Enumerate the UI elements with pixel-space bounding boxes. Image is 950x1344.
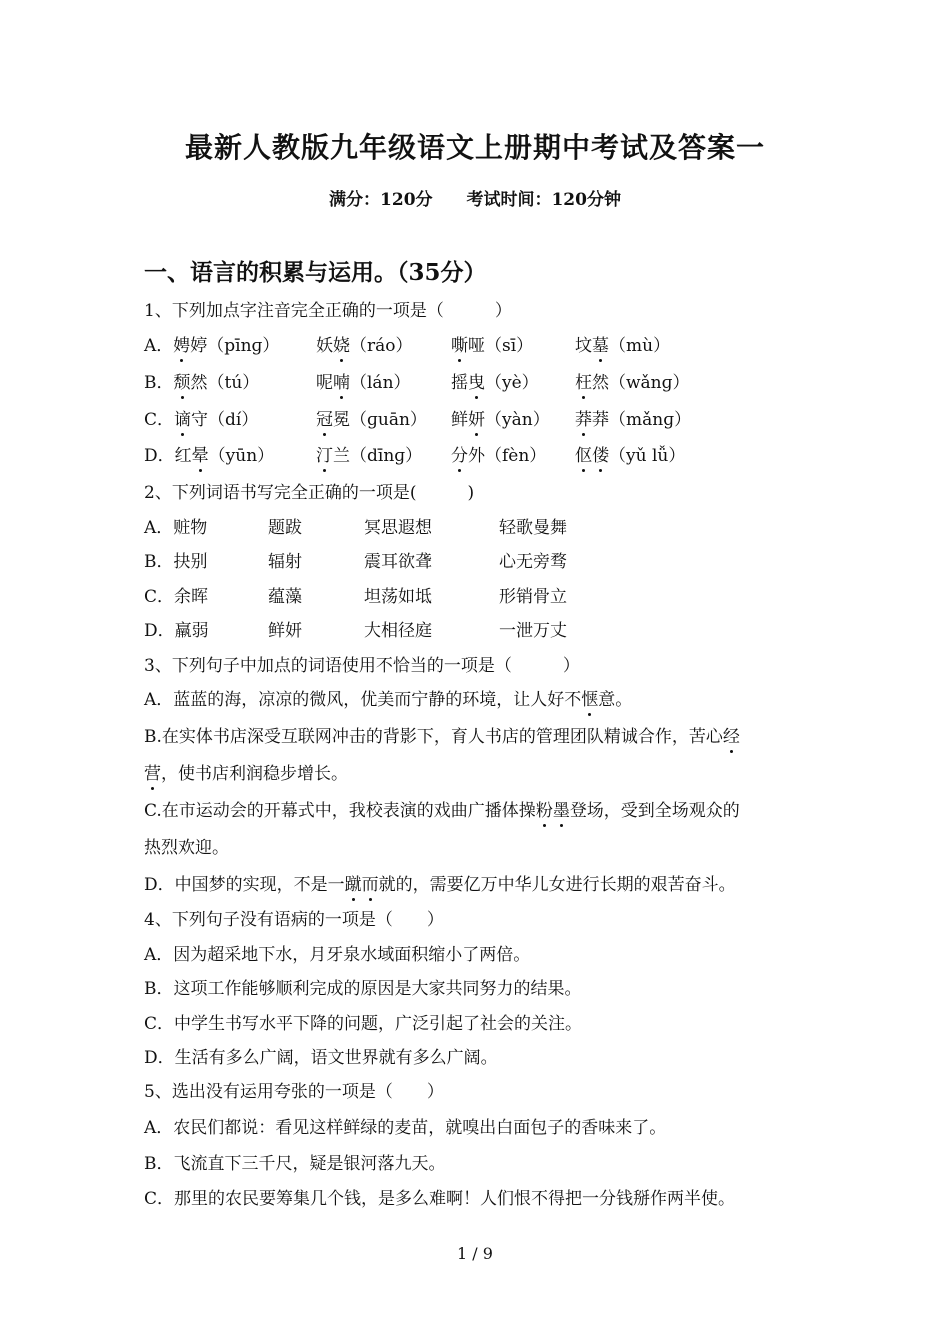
q2-option-c-item-3: 坦荡如坻 [364, 587, 432, 607]
exam-info [0, 185, 950, 210]
emphasis-mark: 嘶 [451, 336, 468, 356]
q2-option-a-item-1: A．赃物 [144, 518, 208, 538]
q2-option-c-item-1: C．余晖 [144, 587, 209, 607]
q3-option-c-line1: C.在市运动会的开幕式中，我校表演的戏曲广播体操粉墨登场，受到全场观众的 [144, 801, 740, 821]
q1-option-a-item-3: 嘶哑（sī） [451, 336, 534, 356]
q4-option-d: D．生活有多么广阔，语文世界就有多么广阔。 [144, 1048, 498, 1068]
q4-option-b: B．这项工作能够顺利完成的原因是大家共同努力的结果。 [144, 979, 582, 999]
emphasis-mark: 晕 [191, 446, 209, 466]
emphasis-mark: 莽 [575, 410, 592, 430]
q5-option-a: A．农民们都说：看见这样鲜绿的麦苗，就嗅出白面包子的香味来了。 [144, 1118, 667, 1138]
q1-option-b-item-1: B．颓然（tú） [144, 373, 260, 393]
q1-option-d-item-3: 分外（fèn） [451, 446, 547, 466]
q1-option-b-item-3: 摇曳（yè） [451, 373, 539, 393]
emphasis-mark: 营 [144, 764, 161, 784]
q1-option-d-item-4: 伛偻（yǔ lǚ） [575, 446, 686, 466]
exam-time: 考试时间：120分钟 [466, 190, 621, 210]
q2-stem: 2、下列词语书写完全正确的一项是( ) [144, 483, 475, 503]
q2-option-b-item-4: 心无旁骛 [499, 552, 567, 572]
q2-option-a-item-2: 题跋 [268, 518, 302, 538]
page-number: 1 / 9 [457, 1244, 493, 1263]
emphasis-mark: 冠 [316, 410, 333, 430]
emphasis-mark: 伛 [575, 446, 592, 466]
emphasis-mark: 经 [722, 727, 740, 747]
q5-option-b: B．飞流直下三千尺，疑是银河落九天。 [144, 1154, 446, 1174]
page-title: 最新人教版九年级语文上册期中考试及答案一 [184, 131, 765, 164]
q2-option-c-item-4: 形销骨立 [499, 587, 567, 607]
emphasis-mark: 蹴 [344, 875, 362, 895]
q1-option-c-item-2: 冠冕（ɡuān） [316, 410, 427, 430]
q3-option-a: A．蓝蓝的海，凉凉的微风，优美而宁静的环境，让人好不惬意。 [144, 690, 633, 710]
q1-option-d-item-1: D．红晕（yūn） [144, 446, 275, 466]
q4-option-a: A．因为超采地下水，月牙泉水域面积缩小了两倍。 [144, 945, 531, 965]
q1-stem: 1、下列加点字注音完全正确的一项是（ ） [144, 301, 512, 321]
q2-option-a-item-3: 冥思遐想 [364, 518, 432, 538]
emphasis-mark: 妍 [468, 410, 485, 430]
emphasis-mark: 汀 [316, 446, 333, 466]
emphasis-mark: 粉 [535, 801, 553, 821]
q5-stem: 5、选出没有运用夸张的一项是（ ） [144, 1082, 444, 1102]
q1-option-a-item-4: 坟墓（mù） [575, 336, 671, 356]
q2-option-c-item-2: 蕴藻 [268, 587, 302, 607]
q1-option-c-item-4: 莽莽（mǎnɡ） [575, 410, 692, 430]
q2-option-d-item-4: 一泄万丈 [499, 621, 567, 641]
q1-option-b-item-4: 枉然（wǎnɡ） [575, 373, 690, 393]
q3-option-c-line2: 热烈欢迎。 [144, 838, 229, 858]
q3-option-d: D．中国梦的实现，不是一蹴而就的，需要亿万中华儿女进行长期的艰苦奋斗。 [144, 875, 736, 895]
q1-option-d-item-2: 汀兰（dīnɡ） [316, 446, 423, 466]
full-score: 满分：120分 [329, 190, 433, 210]
q1-option-c-item-1: C．谪守（dí） [144, 410, 259, 430]
q2-option-b-item-3: 震耳欲聋 [364, 552, 432, 572]
emphasis-mark: 颓 [173, 373, 191, 393]
emphasis-mark: 娆 [333, 336, 350, 356]
emphasis-mark: 分 [451, 446, 468, 466]
q2-option-d-item-2: 鲜妍 [268, 621, 302, 641]
emphasis-mark: 而 [361, 875, 379, 895]
q2-option-b-item-1: B．抉别 [144, 552, 208, 572]
q3-stem: 3、下列句子中加点的词语使用不恰当的一项是（ ） [144, 656, 580, 676]
emphasis-mark: 谪 [174, 410, 192, 430]
q2-option-a-item-4: 轻歌曼舞 [499, 518, 567, 538]
q3-option-b-line2: 营，使书店利润稳步增长。 [144, 764, 348, 784]
emphasis-mark: 曳 [468, 373, 485, 393]
emphasis-mark: 娉 [173, 336, 191, 356]
q2-option-d-item-1: D．羸弱 [144, 621, 209, 641]
emphasis-mark: 枉 [575, 373, 592, 393]
emphasis-mark: 喃 [333, 373, 350, 393]
q1-option-a-item-1: A．娉婷（pīnɡ） [144, 336, 280, 356]
q1-option-b-item-2: 呢喃（lán） [316, 373, 411, 393]
emphasis-mark: 墨 [552, 801, 570, 821]
emphasis-mark: 偻 [592, 446, 609, 466]
q1-option-c-item-3: 鲜妍（yàn） [451, 410, 550, 430]
q2-option-b-item-2: 辐射 [268, 552, 302, 572]
section-heading: 一、语言的积累与运用。（35分） [144, 259, 487, 286]
q4-stem: 4、下列句子没有语病的一项是（ ） [144, 910, 444, 930]
emphasis-mark: 墓 [592, 336, 609, 356]
emphasis-mark: 惬 [581, 690, 599, 710]
q1-option-a-item-2: 妖娆（ráo） [316, 336, 413, 356]
q3-option-b-line1: B.在实体书店深受互联网冲击的背影下，育人书店的管理团队精诚合作，苦心经 [144, 727, 740, 747]
q5-option-c: C．那里的农民要筹集几个钱，是多么难啊！人们恨不得把一分钱掰作两半使。 [144, 1189, 736, 1209]
q4-option-c: C．中学生书写水平下降的问题，广泛引起了社会的关注。 [144, 1014, 583, 1034]
q2-option-d-item-3: 大相径庭 [364, 621, 432, 641]
